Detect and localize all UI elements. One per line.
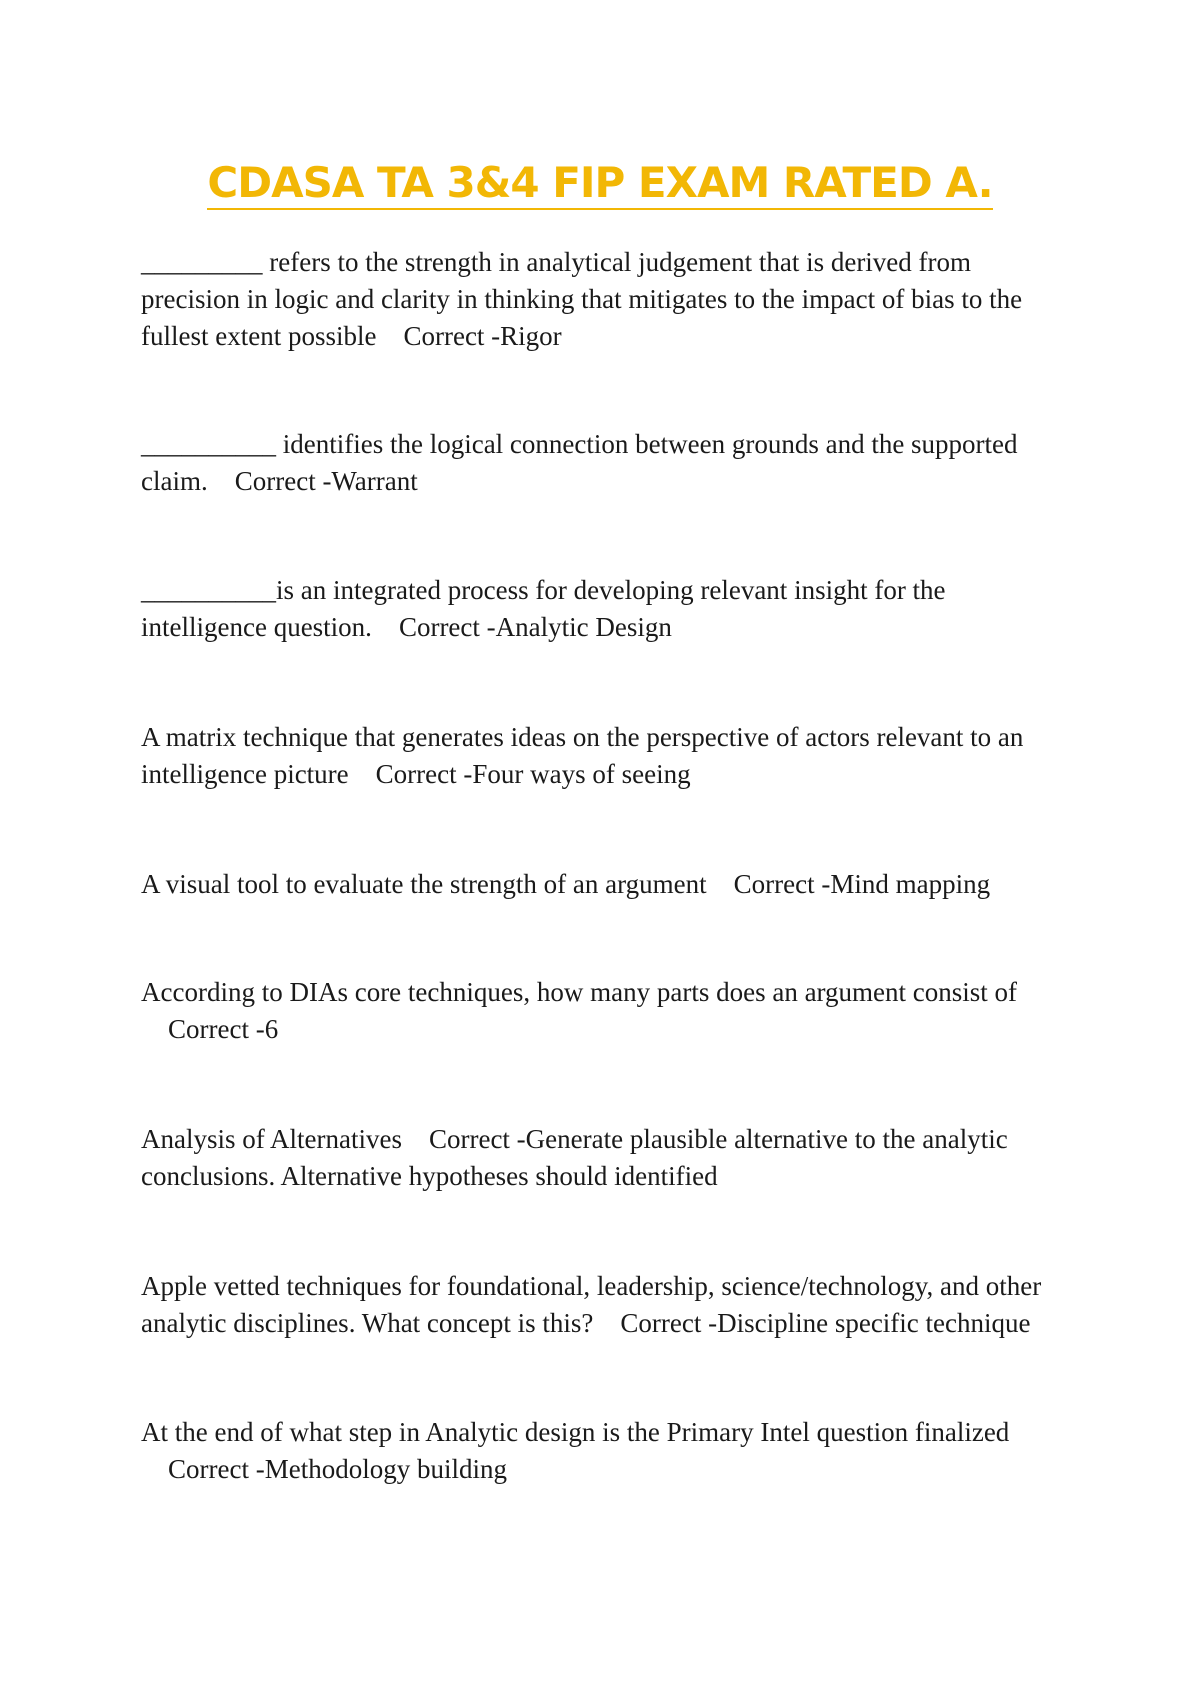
answer-text: Correct -Methodology building [168,1454,507,1484]
answer-text: Correct -Generate plausible alternative to the analytic conclusions. Alternative hypotheses should identified [141,1124,1008,1191]
question-text: According to DIAs core techniques, how many parts does an argument consist of [141,977,1018,1007]
answer-text: Correct -Analytic Design [398,612,672,642]
question-text: A visual tool to evaluate the strength of an argument [141,869,707,899]
question-text: Apple vetted techniques for foundational, leadership, science/technology, and other analytic disciplines. What concept is this? [141,1271,1042,1338]
answer-text: Correct -6 [168,1014,279,1044]
qa-item-2 [141,426,1071,500]
qa-item-7 [141,1121,1071,1195]
document-title [0,158,1200,207]
answer-text: Correct -Mind mapping [733,869,991,899]
question-text: _________ refers to the strength in analytical judgement that is derived from precision in logic and clarity in thinking that mitigates to the impact of bias to the fullest extent possible [141,247,1023,351]
qa-item-3 [141,572,1071,646]
question-text: At the end of what step in Analytic design is the Primary Intel question finalized [141,1417,1010,1447]
answer-text: Correct -Warrant [234,466,418,496]
qa-item-9 [141,1414,1071,1488]
answer-text: Correct -Four ways of seeing [375,759,691,789]
answer-text: Correct -Rigor [403,321,562,351]
answer-text: Correct -Discipline specific technique [620,1308,1031,1338]
question-text: __________ identifies the logical connection between grounds and the supported claim. [141,429,1018,496]
qa-item-6 [141,974,1071,1048]
qa-item-5 [141,866,1071,903]
question-text: Analysis of Alternatives [141,1124,402,1154]
question-text: __________is an integrated process for developing relevant insight for the intelligence question. [141,575,946,642]
qa-item-1 [141,244,1071,355]
document-title-text: CDASA TA 3&4 FIP EXAM RATED A. [207,158,992,210]
question-text: A matrix technique that generates ideas on the perspective of actors relevant to an intelligence picture [141,722,1024,789]
qa-item-4 [141,719,1071,793]
qa-item-8 [141,1268,1071,1342]
